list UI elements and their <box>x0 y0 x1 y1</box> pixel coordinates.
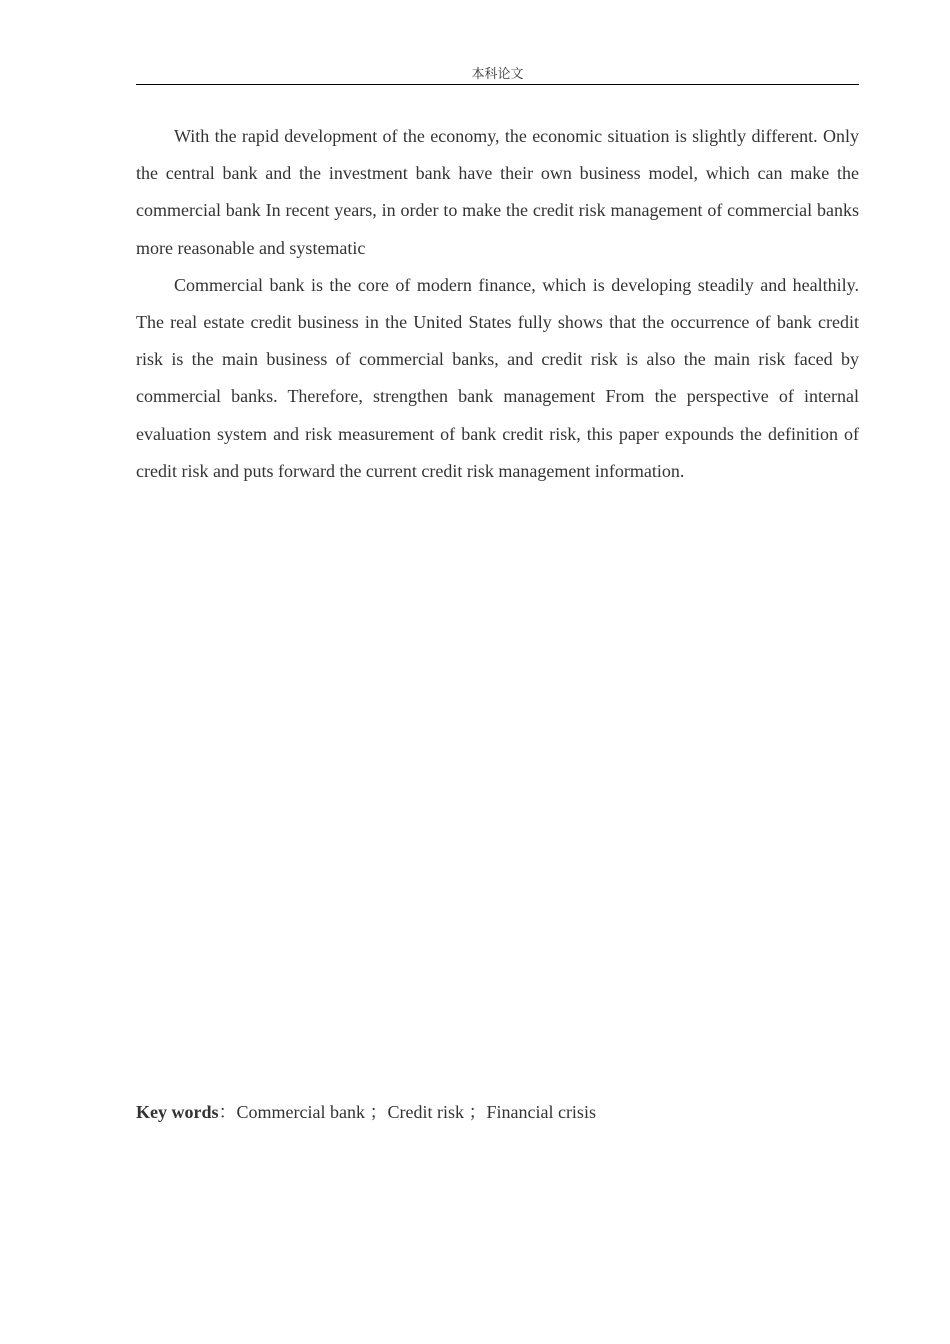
keywords-label-separator: ： <box>218 1102 237 1122</box>
abstract-paragraph-2: Commercial bank is the core of modern finance, which is developing steadily and healthily. The real estate credit business in the United States fully shows that the occurrence of bank credit risk is the main business of commercial banks, and credit risk is also the main risk faced by commercial banks. Therefore, strengthen bank management From the perspective of internal evaluation system and risk measurement of bank credit risk, this paper expounds the definition of credit risk and puts forward the current credit risk management information. <box>136 274 859 481</box>
keyword-item-3: Financial crisis <box>486 1102 596 1122</box>
keyword-separator-2: ； <box>468 1102 487 1122</box>
keywords-label: Key words <box>136 1102 219 1122</box>
page-header <box>136 64 859 85</box>
abstract-body <box>136 118 859 490</box>
keyword-item-2: Credit risk <box>387 1102 464 1122</box>
abstract-paragraph-1: With the rapid development of the economy, the economic situation is slightly different. Only the central bank and the investment bank have their own business model, which can make the commercial bank In recent years, in order to make the credit risk management of commercial banks more reasonable and systematic <box>136 126 859 258</box>
keywords-line <box>136 1097 859 1127</box>
header-title: 本科论文 <box>471 66 524 81</box>
keyword-separator-1: ； <box>369 1102 388 1122</box>
keyword-item-1: Commercial bank <box>236 1102 365 1122</box>
